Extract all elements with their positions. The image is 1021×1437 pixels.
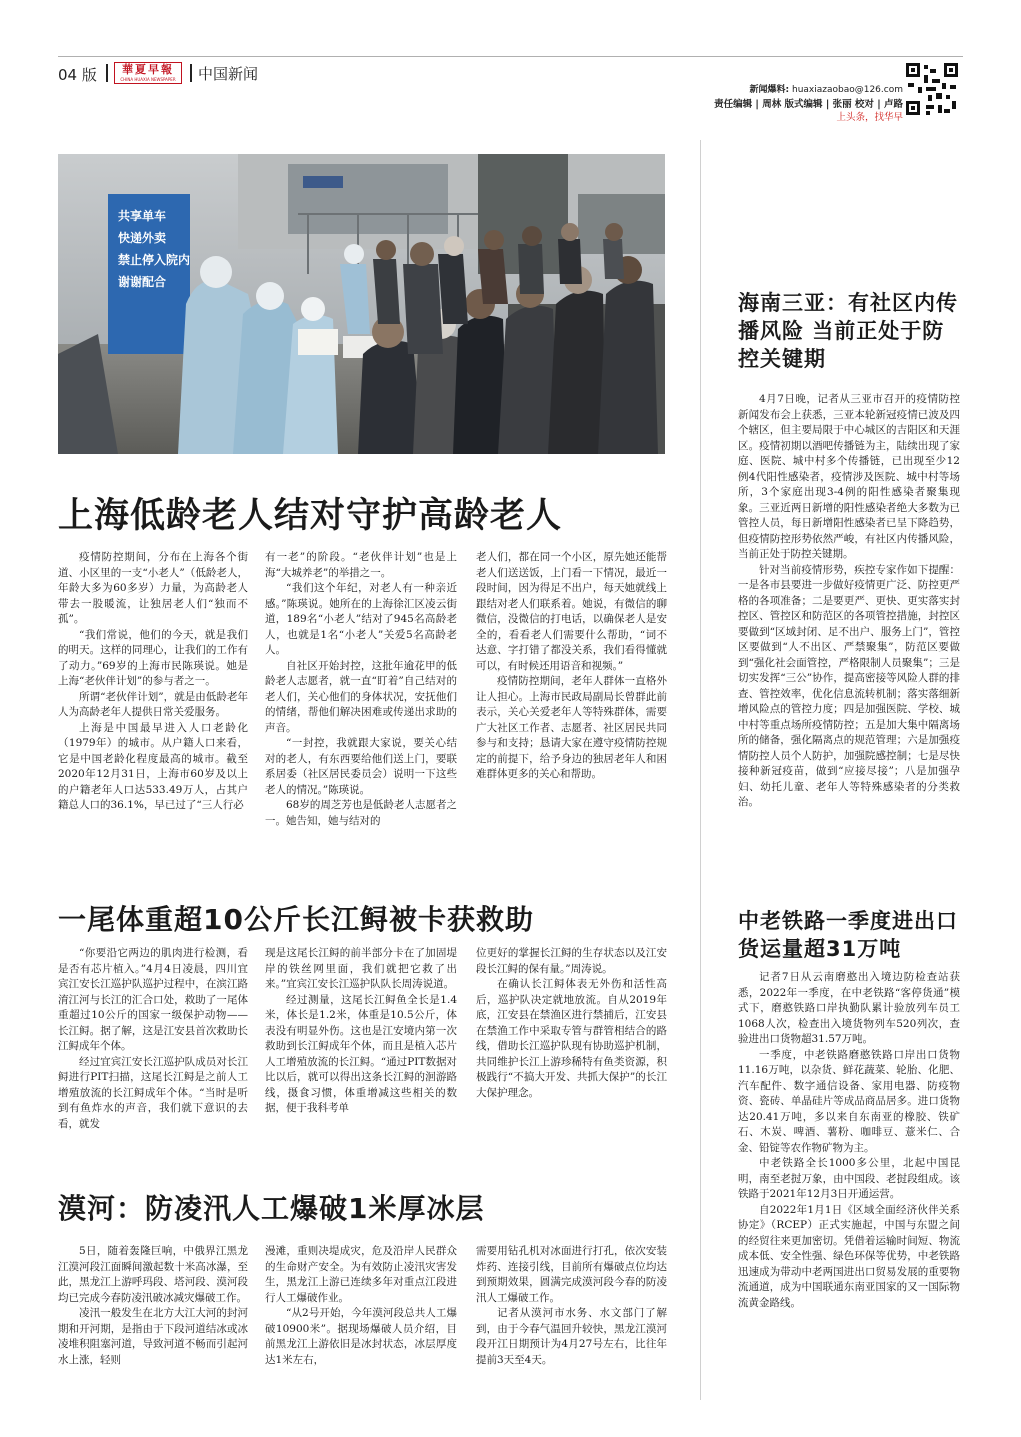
paragraph: 4月7日晚，记者从三亚市召开的疫情防控新闻发布会上获悉，三亚本轮新冠疫情已波及四个辖区，但主要局限于中心城区的吉阳区和天涯区。疫情初期以酒吧传播链为主，陆续出现了家庭、医院、城中村多个传播链，已出现至少12例4代阳性感染者，疫情涉及医院、城中村等场所，3个家庭出现3-4例的阳性感染者聚集现象。三亚近两日新增的阳性感染者绝大多数为已管控人员，每日新增阳性感染者已呈下降趋势，但疫情防控形势依然严峻，有社区内传播风险，当前正处于防控关键期。	[738, 393, 960, 560]
paragraph: 漫滩，重则决堤成灾，危及沿岸人民群众的生命财产安全。为有效防止凌汛灾害发生，黑龙江上游已连续多年对重点江段进行人工爆破作业。	[265, 1245, 457, 1304]
news-hotline	[750, 82, 904, 95]
paragraph: 疫情防控期间，老年人群体一直格外让人担心。上海市民政局副局长曾群此前表示，关心关爱老年人等特殊群体，需要广大社区工作者、志愿者、社区居民共同参与和支持；恳请大家在遵守疫情防控规定的前提下，给予身边的独居老年人和困难群体更多的关心和帮助。	[476, 675, 667, 780]
paragraph: 针对当前疫情形势，疾控专家作如下提醒：一是各市县要进一步做好疫情更广泛、防控更严格的各项准备；二是要更严、更快、更实落实封控区、管控区和防范区的各项管控措施，封控区要做到“区域封闭、足不出户、服务上门”，管控区要做到“人不出区、严禁聚集”，防范区要做到“强化社会面管控，严格限制人员聚集”；三是切实发挥“三公”协作，提高密接等风险人群的排查、管控效率，优化信息流转机制；落实落细新增风险点的管控力度；四是加强医院、学校、城中村等重点场所疫情防控；五是加大集中隔离场所的储备，强化隔离点的规范管理；六是加强疫情防控人员个人防护，加强院感控制；七是尽快接种新冠疫苗，做到“应接尽接”；八是加强孕妇、幼托儿童、老年人等特殊感染者的分类救治。	[738, 563, 960, 808]
sign-line-2: 快递外卖	[118, 231, 167, 245]
header-divider	[190, 64, 192, 82]
fish-headline: 一尾体重超10公斤长江鲟被卡获救助	[58, 903, 534, 936]
hainan-headline: 海南三亚：有社区内传播风险 当前正处于防控关键期	[738, 291, 958, 371]
logo-text: 華夏早報	[122, 63, 174, 76]
paragraph: 自社区开始封控，这批年逾花甲的低龄老人志愿者，就一直“盯着”自己结对的老人们，关心他们的身体状况，安抚他们的情绪，帮他们解决困难或传递出求助的声音。	[265, 659, 457, 734]
paragraph: 经过测量，这尾长江鲟鱼全长是1.4米，体长是1.2米，体重是10.5公斤，体表没有明显外伤。这也是江安境内第一次救助到长江鲟成年个体，而且是植入芯片人工增殖放流的长江鲟。“通过PIT数据对比以后，就可以得出这条长江鲟的洄游路线，摄食习惯，体重增减这些相关的数据，便于我科考单	[265, 993, 457, 1114]
main-story-column-2	[265, 550, 457, 829]
paragraph: 经过宜宾江安长江巡护队成员对长江鲟进行PIT扫描，这尾长江鲟是之前人工增殖放流的长江鲟成年个体。“当时是听到有鱼炸水的声音，我们就下意识的去看，就发	[58, 1055, 248, 1130]
ice-story-column-2	[265, 1244, 457, 1368]
header-divider	[106, 64, 108, 82]
sign-line-4: 谢谢配合	[118, 275, 167, 289]
fish-story-column-3	[476, 946, 667, 1101]
paragraph: 中老铁路全长1000多公里，北起中国昆明，南至老挝万象，由中国段、老挝段组成。该铁路于2021年12月3日开通运营。	[738, 1157, 960, 1200]
paragraph: 记者从漠河市水务、水文部门了解到，由于今春气温回升较快，黑龙江漠河段开江日期预计为4月27号左右，比往年提前3天至4天。	[476, 1307, 667, 1366]
paragraph: 记者7日从云南磨憨出入境边防检查站获悉，2022年一季度，在中老铁路“客停货通”模式下，磨憨铁路口岸执勤队累计验放列车员工1068人次，检查出入境货物列车520列次，查验进出口货物超31.57万吨。	[738, 971, 960, 1045]
paragraph: 自2022年1月1日《区域全面经济伙伴关系协定》（RCEP）正式实施起，中国与东盟之间的经贸往来更加密切。凭借着运输时间短、物流成本低、安全性强、绿色环保等优势，中老铁路迅速成为带动中老两国进出口贸易发展的重要物流通道，成为中国联通东南亚国家的又一国际物流黄金路线。	[738, 1203, 960, 1309]
paragraph: 位更好的掌握长江鲟的生存状态以及江安段长江鲟的保有量。”周涛说。	[476, 947, 667, 975]
paragraph: 在确认长江鲟体表无外伤和活性高后，巡护队决定就地放流。自从2019年底，江安县在禁渔区进行禁捕后，江安县在禁渔工作中采取专管与群管相结合的路线，借助长江巡护队现有协助巡护机制，共同维护长江上游珍稀特有鱼类资源，积极践行“不搞大开发、共抓大保护”的长江大保护理念。	[476, 978, 667, 1099]
paragraph: “我们这个年纪，对老人有一种亲近感。”陈瑛说。她所在的上海徐汇区凌云街道，189名“小老人”结对了945名高龄老人，也就是1名“小老人”关爱5名高龄老人。	[265, 582, 457, 656]
hotline-label: 新闻爆料:	[749, 85, 790, 95]
rail-headline: 中老铁路一季度进出口货运量超31万吨	[738, 909, 958, 961]
editor-credits: 责任编辑 | 周林 版式编辑 | 张丽 校对 | 卢路	[714, 99, 903, 110]
qr-code-icon[interactable]	[906, 63, 958, 115]
main-story-column-1	[58, 550, 248, 814]
newspaper-logo	[114, 62, 182, 84]
fish-story-column-1	[58, 946, 248, 1132]
paragraph: “从2号开始，今年漠河段总共人工爆破10900米”。据现场爆破人员介绍，目前黑龙江上游依旧是冰封状态，冰层厚度达1米左右，	[265, 1307, 457, 1366]
hotline-email[interactable]: huaxiazaobao@126.com	[791, 85, 903, 95]
paragraph: 68岁的周芝芳也是低龄老人志愿者之一。她告知，她与结对的	[265, 799, 457, 827]
paragraph: “你要沿它两边的肌肉进行检测，看是否有芯片植入。”4月4日凌晨，四川宜宾江安长江巡护队巡护过程中，在滨江路淯江河与长江的汇合口处，救助了一尾体重超过10公斤的国家一级保护动物——长江鲟。据了解，这是江安县首次救助长江鲟成年个体。	[58, 947, 248, 1052]
sign-line-3: 禁止停入院内	[118, 253, 191, 267]
main-headline: 上海低龄老人结对守护高龄老人	[58, 496, 563, 536]
paragraph: 老人们，都在同一个小区，原先她还能帮老人们送送饭，上门看一下情况，最近一段时间，因为得足不出户，每天她就线上跟结对老人们联系着。她说，有微信的聊微信，没微信的打电话，以确保老人是安全的，看看老人们需要什么帮助，“词不达意、字打错了都没关系，我们看得懂就可以，有时候还用语音和视频。”	[476, 551, 667, 672]
paragraph: 所谓“老伙伴计划”，就是由低龄老年人为高龄老年人提供日常关爱服务。	[58, 690, 248, 718]
column-divider	[700, 140, 701, 1400]
paragraph: 有一老”的阶段。“老伙伴计划”也是上海“大城养老”的举措之一。	[265, 551, 457, 579]
paragraph: 5日，随着轰隆巨响，中俄界江黑龙江漠河段江面瞬间激起数十米高冰瀑，至此，黑龙江上游呼玛段、塔河段、漠河段均已完成今春防凌汛破冰减灾爆破工作。	[58, 1245, 248, 1304]
paragraph: 疫情防控期间，分布在上海各个街道、小区里的一支“小老人”（低龄老人，年龄大多为60多岁）力量，为高龄老人带去一股暖流，让独居老人们“独而不孤”。	[58, 551, 248, 625]
ice-story-column-3	[476, 1244, 667, 1368]
paragraph: 需要用钻孔机对冰面进行打孔，依次安装炸药、连接引线，目前所有爆破点位均达到预期效果，圆满完成漠河段今春的防凌汛人工爆破工作。	[476, 1245, 667, 1304]
news-photo	[58, 154, 665, 454]
logo-subtext: CHINA HUAXIA NEWSPAPER	[120, 77, 176, 82]
rail-story-body	[738, 970, 960, 1311]
paragraph: 一季度，中老铁路磨憨铁路口岸出口货物11.16万吨，以杂货、鲜花蔬菜、轮胎、化肥、汽车配件、数字通信设备、家用电器、防疫物资、瓷砖、单晶硅片等成品商品居多。进口货物达20.41万吨，多以来自东南亚的橡胶、铁矿石、木炭、啤酒、薯粉、咖啡豆、薏米仁、合金、铅锭等农作物矿物为主。	[738, 1048, 960, 1154]
main-story-column-3	[476, 550, 667, 783]
page-number: 04 版	[58, 66, 97, 84]
header-rule	[58, 56, 963, 57]
paragraph: 凌汛一般发生在北方大江大河的封河期和开河期，是指由于下段河道结冰或冰凌堆积阻塞河道，导致河道不畅而引起河水上涨，轻则	[58, 1307, 248, 1366]
paragraph: 现是这尾长江鲟的前半部分卡在了加固堤岸的铁丝网里面，我们就把它救了出来。”宜宾江安长江巡护队队长周涛说道。	[265, 947, 457, 990]
sign-line-1: 共享单车	[118, 209, 167, 223]
paragraph: “我们常说，他们的今天，就是我们的明天。这样的同理心，让我们的工作有了动力。”69岁的上海市民陈瑛说。她是上海“老伙伴计划”的参与者之一。	[58, 628, 248, 687]
slogan: 上头条，找华早	[836, 112, 903, 123]
ice-headline: 漠河：防凌汛人工爆破1米厚冰层	[58, 1192, 485, 1225]
paragraph: 上海是中国最早进入人口老龄化（1979年）的城市。从户籍人口来看，它是中国老龄化程度最高的城市。截至2020年12月31日，上海市60岁及以上的户籍老年人口达533.49万人，占其户籍总人口的36.1%，早已过了“三人行必	[58, 721, 248, 811]
section-name: 中国新闻	[198, 65, 259, 83]
fish-story-column-2	[265, 946, 457, 1117]
hainan-story-body	[738, 392, 960, 811]
ice-story-column-1	[58, 1244, 248, 1368]
paragraph: “一封控，我就跟大家说，要关心结对的老人，有东西要给他们送上门，要联系居委（社区居民委员会）说明一下这些老人的情况。”陈瑛说。	[265, 737, 457, 796]
